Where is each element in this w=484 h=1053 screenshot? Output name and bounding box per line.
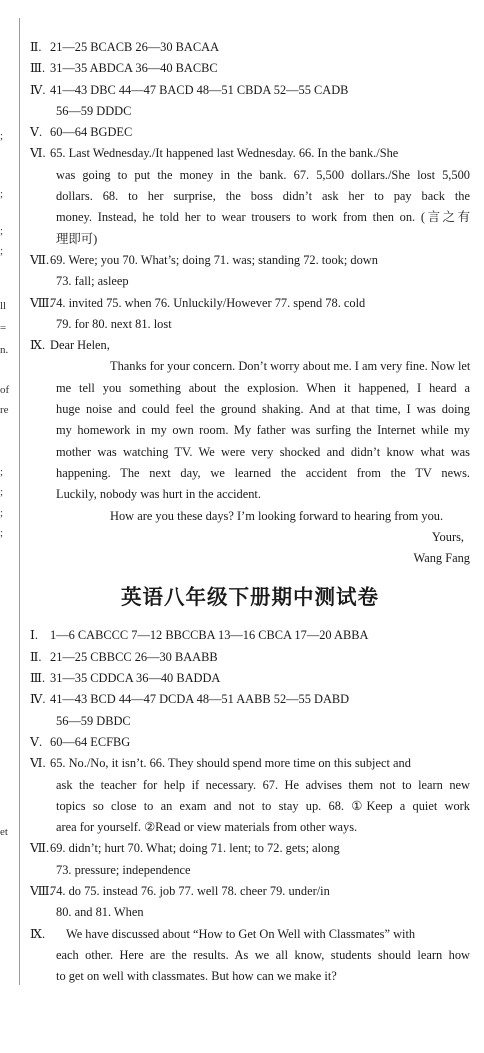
section-vii-line: 73. fall; asleep [56, 274, 129, 289]
margin-fragment: re [0, 404, 9, 416]
letter-line: Thanks for your concern. Don’t worry about me. I am very fine. Now let [110, 359, 471, 374]
answer-line: Ⅰ. 1—6 CABCCC 7—12 BBCCBA 13—16 CBCA 17—20 ABBA [30, 628, 369, 643]
page-title: 英语八年级下册期中测试卷 [121, 585, 379, 610]
margin-fragment: ll [0, 300, 7, 312]
margin-fragment: ; [0, 466, 4, 478]
margin-fragment: ; [0, 225, 4, 237]
section-viii-line: 80. and 81. When [56, 905, 144, 920]
answer-line: Ⅴ. 60—64 ECFBG [30, 734, 131, 749]
section-vi-line: money. Instead, he told her to wear trousers to work from then on. (言之有 [56, 210, 470, 225]
margin-fragment: = [0, 322, 7, 334]
section-vi-line: Ⅵ. 65. Last Wednesday./It happened last Wednesday. 66. In the bank./She [30, 146, 399, 161]
letter-line: huge noise and could feel the ground shaking. And at that time, I was doing [56, 402, 470, 417]
margin-fragment: ; [0, 245, 4, 257]
margin-fragment: et [0, 826, 8, 838]
letter-line: Luckily, nobody was hurt in the accident. [56, 487, 261, 502]
section-vi-line: ask the teacher for help if necessary. 67. He advises them not to learn new [56, 777, 470, 792]
section-viii-line: Ⅷ.74. invited 75. when 76. Unluckily/However 77. spend 78. cold [30, 295, 366, 310]
answer-line: Ⅱ. 21—25 BCACB 26—30 BACAA [30, 40, 220, 54]
margin-fragment: ; [0, 507, 4, 519]
answer-line: Ⅳ. 41—43 BCD 44—47 DCDA 48—51 AABB 52—55 DABD [30, 692, 350, 707]
answer-line: Ⅴ. 60—64 BGDEC [30, 125, 133, 140]
section-vi-line: was going to put the money in the bank. 67. 5,500 dollars./She lost 5,500 [56, 167, 470, 182]
answer-line: Ⅲ. 31—35 ABDCA 36—40 BACBC [30, 61, 218, 76]
letter-greeting: Ⅸ. Dear Helen, [30, 338, 110, 353]
margin-fragment: n. [0, 344, 9, 356]
answer-line: 56—59 DDDC [56, 103, 132, 118]
section-viii-line: 79. for 80. next 81. lost [56, 316, 172, 331]
section-vi-line: Ⅵ. 65. No./No, it isn’t. 66. They should spend more time on this subject and [30, 756, 411, 771]
binding-margin-rule [19, 18, 20, 985]
section-ix-line: each other. Here are the results. As we all know, students should learn how [56, 947, 470, 962]
letter-line: me tell you something about the explosion. When it happened, I heard a [56, 380, 470, 395]
section-viii-line: Ⅷ.74. do 75. instead 76. job 77. well 78. cheer 79. under/in [30, 883, 330, 898]
answer-line: 56—59 DBDC [56, 713, 131, 728]
letter-signature: Wang Fang [413, 551, 470, 566]
section-vi-line: dollars. 68. to her surprise, the boss didn’t ask her to pay back the [56, 189, 470, 204]
margin-fragment: ; [0, 486, 4, 498]
section-vii-line: Ⅶ.69. didn’t; hurt 70. What; doing 71. lent; to 72. gets; along [30, 841, 340, 856]
letter-line: How are you these days? I’m looking forward to hearing from you. [110, 508, 444, 523]
margin-fragments [0, 0, 18, 1053]
section-vii-line: 73. pressure; independence [56, 862, 191, 877]
section-vi-line: 理即可) [56, 231, 98, 246]
margin-fragment: ; [0, 527, 4, 539]
margin-fragment: ; [0, 130, 4, 142]
answer-key-content [30, 37, 470, 987]
letter-line: happening. The next day, we learned the accident from the TV news. [56, 465, 470, 480]
answer-line: Ⅳ. 41—43 DBC 44—47 BACD 48—51 CBDA 52—55 CADB [30, 82, 349, 97]
section-vi-line: topics so close to an exam and not to stay up. 68. ①Keep a quiet work [56, 798, 470, 813]
letter-closing: Yours, [431, 529, 464, 544]
margin-fragment: of [0, 384, 10, 396]
answer-line: Ⅱ. 21—25 CBBCC 26—30 BAABB [30, 649, 218, 664]
letter-line: my homework in my own room. My father was surfing the Internet while my [56, 423, 470, 438]
section-vi-line: area for yourself. ②Read or view materials from other ways. [56, 820, 358, 835]
answer-line: Ⅲ. 31—35 CDDCA 36—40 BADDA [30, 671, 221, 686]
section-ix-line: Ⅸ. We have discussed about “How to Get On Well with Classmates” with [30, 926, 416, 941]
section-vii-line: Ⅶ.69. Were; you 70. What’s; doing 71. was; standing 72. took; down [30, 252, 378, 267]
section-ix-line: to get on well with classmates. But how can we make it? [56, 969, 337, 984]
margin-fragment: ; [0, 188, 4, 200]
letter-line: mother was watching TV. We were very shocked and didn’t know what was [56, 444, 470, 459]
